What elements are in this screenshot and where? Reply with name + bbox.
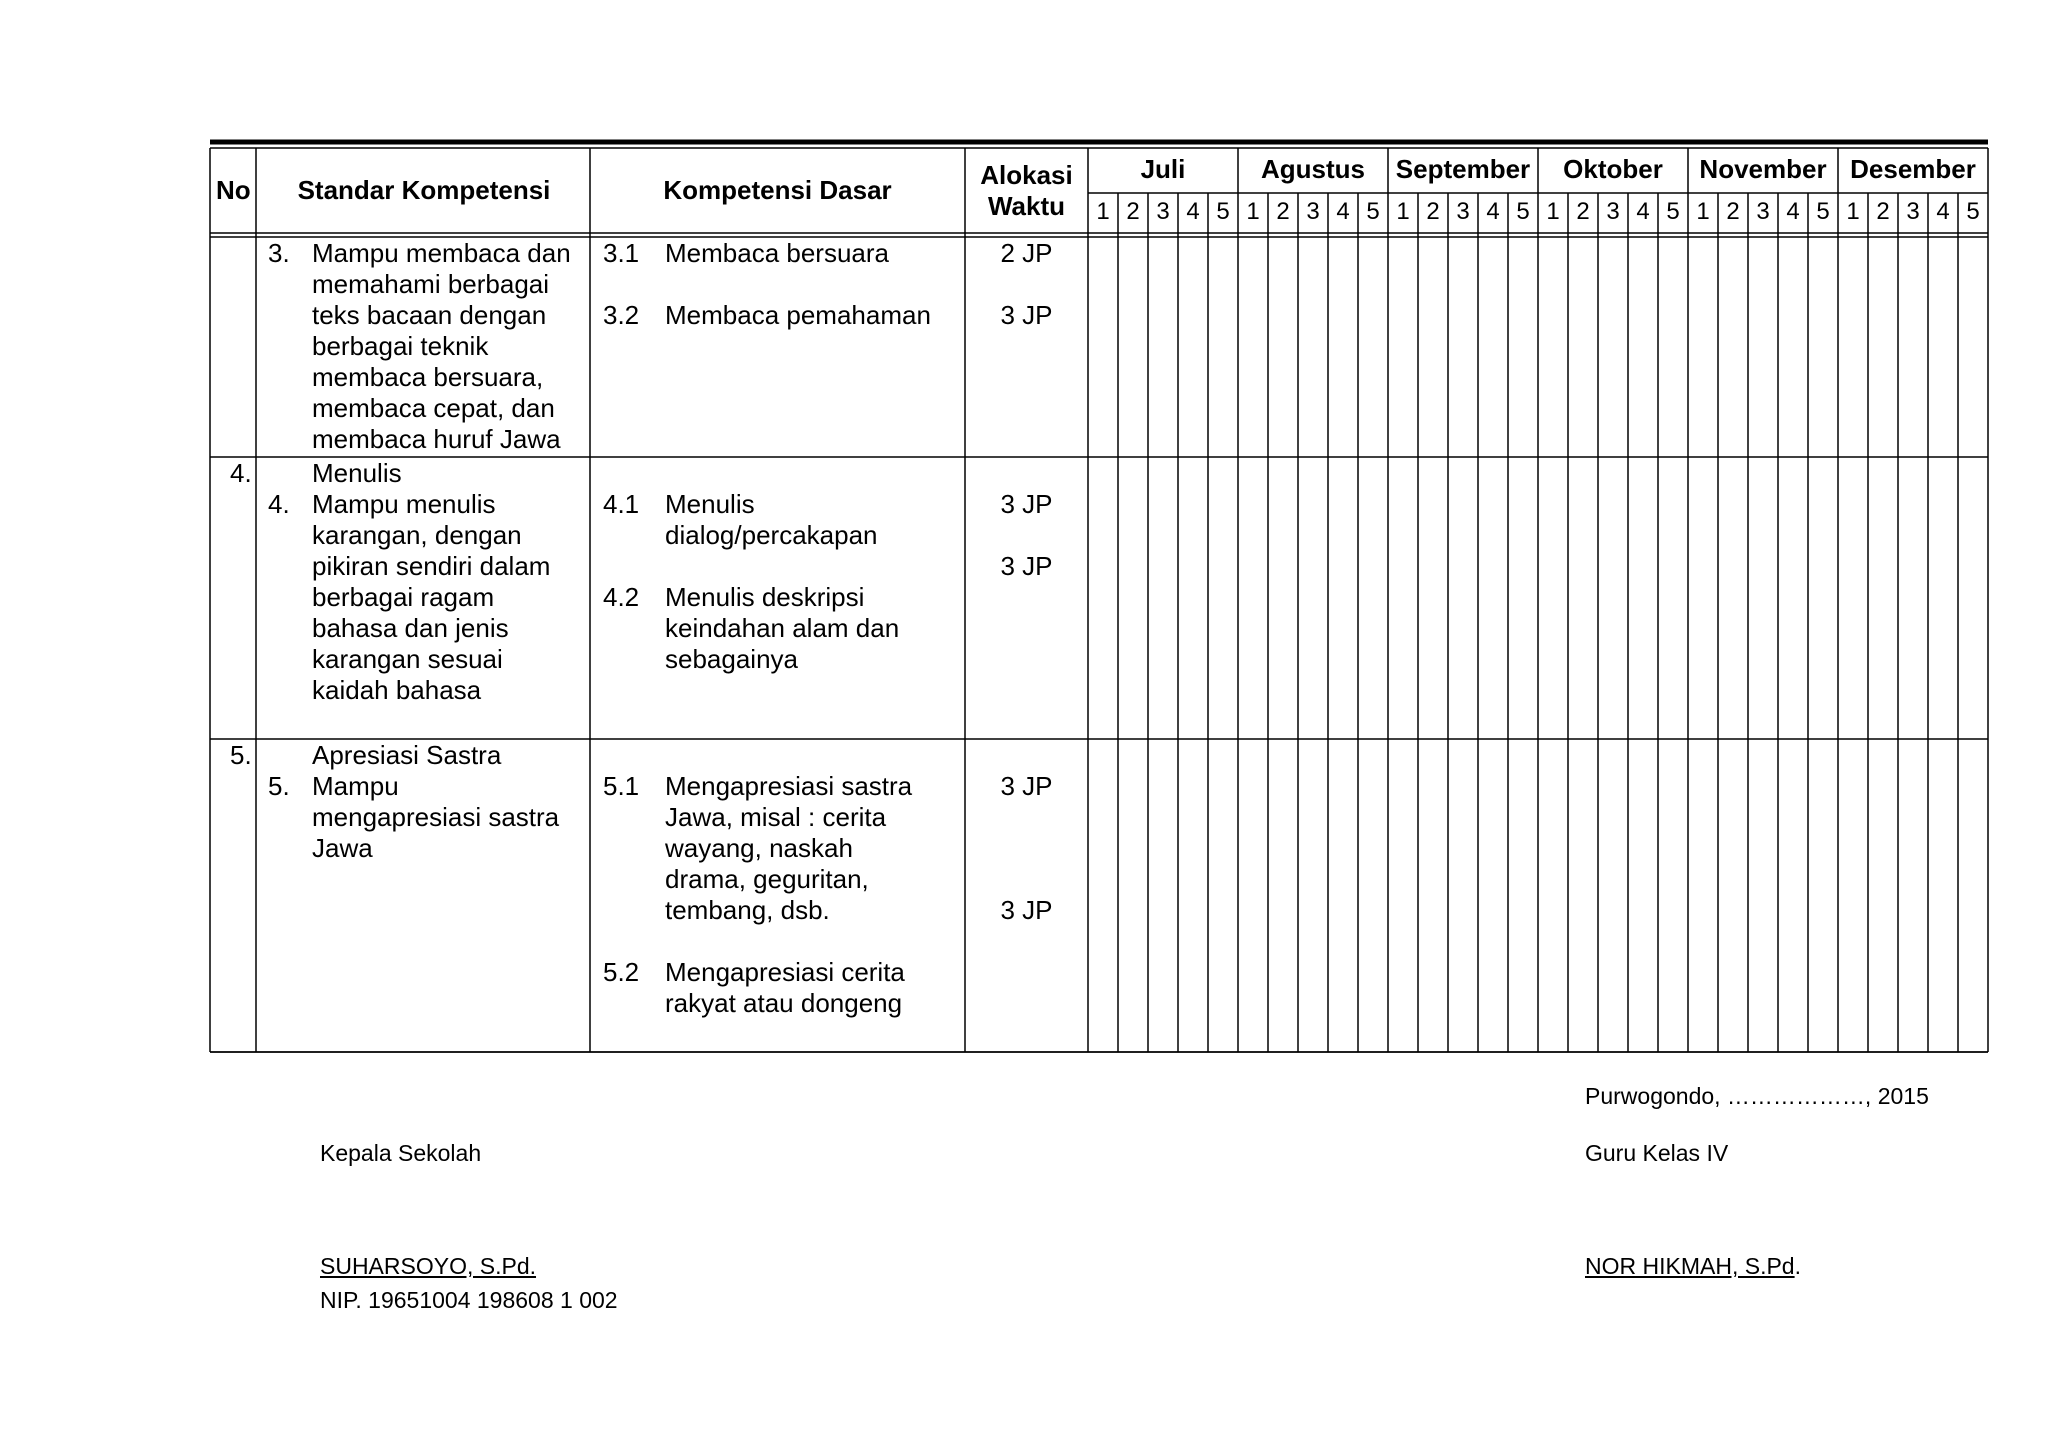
row1-sk-number: 3. <box>268 238 290 268</box>
kd-number: 3.1 <box>603 238 640 268</box>
row2-sk-line: pikiran sendiri dalam <box>312 551 551 581</box>
kd-text: Membaca bersuara <box>665 238 889 268</box>
week-number: 1 <box>1096 198 1110 225</box>
row3-sk-number: 5. <box>268 771 290 801</box>
alokasi-waktu: 3 JP <box>1000 489 1053 519</box>
week-number: 2 <box>1276 198 1290 225</box>
week-number: 5 <box>1966 198 1980 225</box>
month-header: September <box>1395 154 1531 184</box>
kd-text: Jawa, misal : cerita <box>665 802 887 832</box>
week-number: 2 <box>1576 198 1590 225</box>
week-number: 2 <box>1126 198 1140 225</box>
kd-text: tembang, dsb. <box>665 895 830 925</box>
kd-text: sebagainya <box>665 644 798 674</box>
week-number: 3 <box>1156 198 1170 225</box>
week-number: 4 <box>1486 198 1500 225</box>
alokasi-waktu: 3 JP <box>1000 771 1053 801</box>
week-number: 1 <box>1546 198 1560 225</box>
month-header: Desember <box>1850 154 1976 184</box>
kd-text: Menulis deskripsi <box>665 582 865 612</box>
week-number: 5 <box>1216 198 1230 225</box>
kd-text: dialog/percakapan <box>665 520 878 550</box>
week-number: 3 <box>1606 198 1620 225</box>
row3-number: 5. <box>230 740 252 770</box>
kd-text: wayang, naskah <box>665 833 853 863</box>
month-header: Juli <box>1140 154 1186 184</box>
alokasi-waktu: 3 JP <box>1000 895 1053 925</box>
left-signatory-nip: NIP. 19651004 198608 1 002 <box>320 1287 618 1313</box>
week-number: 4 <box>1786 198 1800 225</box>
week-number: 1 <box>1696 198 1710 225</box>
week-number: 5 <box>1666 198 1680 225</box>
row2-sk-line: bahasa dan jenis <box>312 613 509 643</box>
kd-number: 4.2 <box>603 582 640 612</box>
header-no: No <box>216 175 251 205</box>
row1-sk-line: berbagai teknik <box>312 331 489 361</box>
row1-sk-line: teks bacaan dengan <box>312 300 547 330</box>
row2-sk-title: Menulis <box>312 458 402 488</box>
week-number: 4 <box>1336 198 1350 225</box>
week-number: 3 <box>1456 198 1470 225</box>
kd-text: keindahan alam dan <box>665 613 900 643</box>
kd-text: Mengapresiasi cerita <box>665 957 905 987</box>
place-date: Purwogondo, ………………, 2015 <box>1585 1083 1929 1109</box>
row2-sk-number: 4. <box>268 489 290 519</box>
kd-text: Mengapresiasi sastra <box>665 771 913 801</box>
kd-number: 5.2 <box>603 957 640 987</box>
row2-number: 4. <box>230 458 252 488</box>
kd-number: 4.1 <box>603 489 640 519</box>
row3-sk-line: mengapresiasi sastra <box>312 802 560 832</box>
week-number: 4 <box>1186 198 1200 225</box>
week-number: 1 <box>1396 198 1410 225</box>
right-signatory-name: NOR HIKMAH, S.Pd <box>1585 1253 1795 1279</box>
week-number: 2 <box>1726 198 1740 225</box>
header-standar-kompetensi: Standar Kompetensi <box>297 175 551 205</box>
alokasi-waktu: 3 JP <box>1000 551 1053 581</box>
right-signatory-title: Guru Kelas IV <box>1585 1140 1729 1166</box>
row2-sk-line: karangan sesuai <box>312 644 503 674</box>
alokasi-waktu: 2 JP <box>1000 238 1053 268</box>
row1-sk-line: Mampu membaca dan <box>312 238 571 268</box>
right-signatory-name-suffix: . <box>1794 1253 1801 1279</box>
row3-sk-title: Apresiasi Sastra <box>312 740 502 770</box>
row2-sk-line: kaidah bahasa <box>312 675 482 705</box>
week-number: 1 <box>1846 198 1860 225</box>
header-waktu: Waktu <box>987 191 1066 221</box>
left-signatory-title: Kepala Sekolah <box>320 1140 482 1166</box>
month-header: November <box>1699 154 1827 184</box>
row3-sk-line: Jawa <box>312 833 373 863</box>
right-signatory-name-block <box>1585 1252 1801 1280</box>
alokasi-waktu: 3 JP <box>1000 300 1053 330</box>
row1-sk-line: memahami berbagai <box>312 269 550 299</box>
kd-text: Membaca pemahaman <box>665 300 931 330</box>
left-signatory-name: SUHARSOYO, S.Pd. <box>320 1253 537 1279</box>
week-number: 5 <box>1816 198 1830 225</box>
row3-sk-line: Mampu <box>312 771 399 801</box>
kd-text: drama, geguritan, <box>665 864 869 894</box>
month-header: Oktober <box>1563 154 1663 184</box>
kd-text: Menulis <box>665 489 755 519</box>
week-number: 3 <box>1756 198 1770 225</box>
kd-text: rakyat atau dongeng <box>665 988 903 1018</box>
header-kompetensi-dasar: Kompetensi Dasar <box>663 175 892 205</box>
week-number: 4 <box>1636 198 1650 225</box>
header-alokasi: Alokasi <box>980 160 1073 190</box>
week-number: 3 <box>1906 198 1920 225</box>
row1-sk-line: membaca cepat, dan <box>312 393 555 423</box>
row2-sk-line: Mampu menulis <box>312 489 496 519</box>
kd-number: 5.1 <box>603 771 640 801</box>
row1-sk-line: membaca huruf Jawa <box>312 424 561 454</box>
week-number: 2 <box>1426 198 1440 225</box>
row1-sk-line: membaca bersuara, <box>312 362 544 392</box>
kd-number: 3.2 <box>603 300 640 330</box>
week-number: 3 <box>1306 198 1320 225</box>
row2-sk-line: karangan, dengan <box>312 520 522 550</box>
week-number: 5 <box>1516 198 1530 225</box>
month-header: Agustus <box>1261 154 1365 184</box>
week-number: 2 <box>1876 198 1890 225</box>
week-number: 5 <box>1366 198 1380 225</box>
row2-sk-line: berbagai ragam <box>312 582 495 612</box>
week-number: 4 <box>1936 198 1950 225</box>
week-number: 1 <box>1246 198 1260 225</box>
